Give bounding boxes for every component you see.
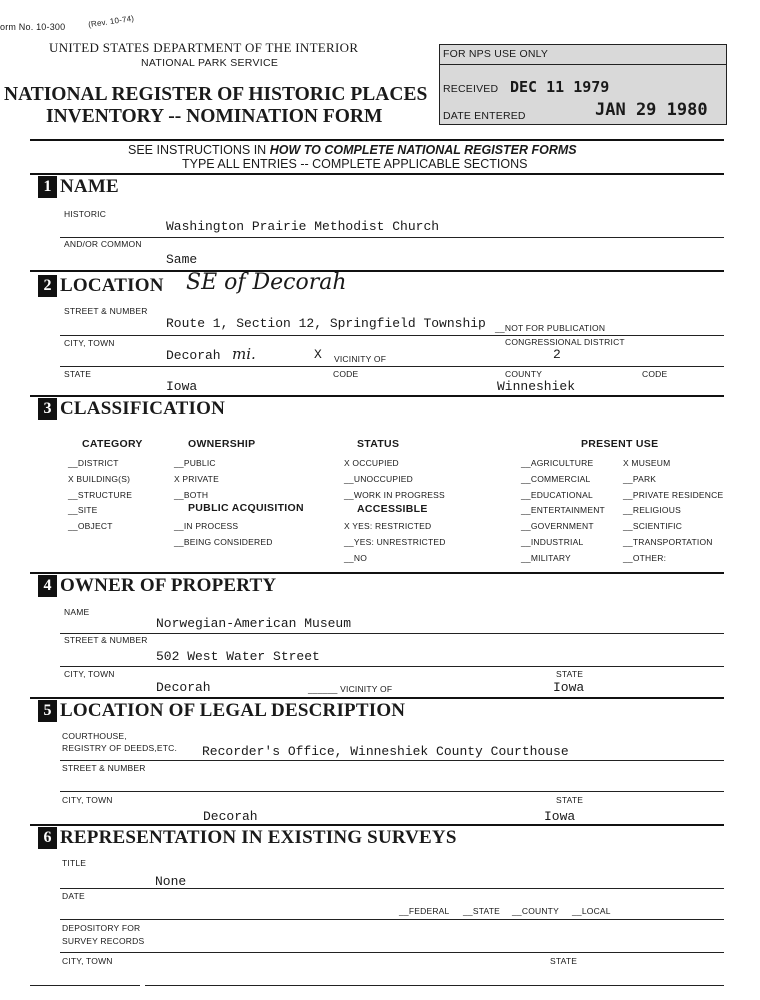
section-4-number: 4	[38, 575, 57, 597]
survey-county[interactable]: __COUNTY	[512, 906, 559, 916]
department-name: UNITED STATES DEPARTMENT OF THE INTERIOR	[49, 40, 359, 55]
not-for-publication: __NOT FOR PUBLICATION	[495, 323, 606, 333]
legal-state-label: STATE	[556, 795, 584, 805]
congressional-district[interactable]: 2	[553, 347, 561, 362]
service-name: NATIONAL PARK SERVICE	[141, 57, 279, 69]
present-use-list-2	[623, 456, 723, 567]
historic-name[interactable]: Washington Prairie Methodist Church	[166, 219, 440, 234]
section-1-title: NAME	[60, 176, 119, 197]
owner-vicinity: ______ VICINITY OF	[308, 684, 393, 694]
present-use-list-1	[521, 456, 605, 567]
present-use-option[interactable]: __TRANSPORTATION	[623, 536, 713, 547]
acquisition-list	[174, 519, 273, 551]
received-stamp: DEC 11 1979	[510, 78, 610, 96]
present-use-option[interactable]: X MUSEUM	[623, 458, 671, 468]
section-4-header	[38, 575, 276, 597]
courthouse-label-2: REGISTRY OF DEEDS,ETC.	[62, 743, 178, 753]
depository-label-1: DEPOSITORY FOR	[62, 923, 141, 933]
legal-city-label: CITY, TOWN	[62, 795, 113, 805]
legal-state[interactable]: Iowa	[544, 809, 576, 824]
city-handwritten: mi.	[232, 345, 256, 363]
accessible-list	[344, 519, 446, 566]
present-use-option[interactable]: __PARK	[623, 473, 657, 484]
city[interactable]: Decorah	[166, 348, 221, 363]
section-2-header	[38, 275, 164, 297]
instructions-line-2: TYPE ALL ENTRIES -- COMPLETE APPLICABLE SECTIONS	[182, 157, 528, 171]
owner-state[interactable]: Iowa	[553, 680, 585, 695]
section-3-header	[38, 398, 225, 420]
form-number: orm No. 10-300	[0, 22, 66, 32]
vicinity-mark[interactable]: X	[314, 347, 322, 362]
ownership-option[interactable]: X PRIVATE	[174, 473, 219, 484]
form-title-line-2: INVENTORY -- NOMINATION FORM	[46, 106, 383, 127]
nps-use-only-box	[439, 44, 727, 125]
status-list	[344, 456, 445, 503]
city-town-label: CITY, TOWN	[64, 338, 115, 348]
code-label: CODE	[333, 369, 359, 379]
survey-federal[interactable]: __FEDERAL	[399, 906, 450, 916]
section-6-number: 6	[38, 827, 57, 849]
state[interactable]: Iowa	[166, 379, 198, 394]
owner-state-label: STATE	[556, 669, 584, 679]
status-option[interactable]: __WORK IN PROGRESS	[344, 489, 445, 500]
form-title-line-1: NATIONAL REGISTER OF HISTORIC PLACES	[4, 84, 428, 105]
street-address[interactable]: Route 1, Section 12, Springfield Township	[166, 316, 486, 331]
category-option[interactable]: __STRUCTURE	[68, 489, 133, 500]
ownership-option[interactable]: __PUBLIC	[174, 458, 216, 468]
vicinity-label: VICINITY OF	[334, 354, 387, 364]
owner-name[interactable]: Norwegian-American Museum	[156, 616, 352, 631]
common-name[interactable]: Same	[166, 252, 198, 267]
section-6-title: REPRESENTATION IN EXISTING SURVEYS	[60, 827, 457, 848]
survey-local[interactable]: __LOCAL	[572, 906, 611, 916]
section-6-header	[38, 827, 457, 849]
owner-city-label: CITY, TOWN	[64, 669, 115, 679]
status-option[interactable]: __UNOCCUPIED	[344, 473, 413, 484]
depository-state-label: STATE	[550, 956, 578, 966]
received-label: RECEIVED	[443, 83, 499, 95]
present-use-option[interactable]: __MILITARY	[521, 552, 571, 563]
present-use-option[interactable]: __ENTERTAINMENT	[521, 505, 605, 516]
present-use-option[interactable]: __AGRICULTURE	[521, 458, 594, 468]
historic-label: HISTORIC	[64, 209, 107, 219]
category-list	[68, 456, 132, 535]
accessible-heading: ACCESSIBLE	[357, 503, 428, 515]
section-5-header	[38, 700, 405, 722]
accessible-option[interactable]: __NO	[344, 552, 368, 563]
congressional-district-label: CONGRESSIONAL DISTRICT	[505, 337, 625, 347]
present-use-option[interactable]: __COMMERCIAL	[521, 473, 591, 484]
survey-title[interactable]: None	[155, 874, 187, 889]
category-option[interactable]: __DISTRICT	[68, 458, 119, 468]
date-entered-label: DATE ENTERED	[443, 110, 526, 122]
instructions-line-1: SEE INSTRUCTIONS IN HOW TO COMPLETE NATIONAL REGISTER FORMS	[128, 143, 577, 157]
status-option[interactable]: X OCCUPIED	[344, 458, 399, 468]
category-heading: CATEGORY	[82, 438, 143, 450]
section-1-number: 1	[38, 176, 57, 198]
section-3-title: CLASSIFICATION	[60, 398, 226, 419]
section-1-header	[38, 176, 119, 198]
legal-street-label: STREET & NUMBER	[62, 763, 146, 773]
owner-street-label: STREET & NUMBER	[64, 635, 148, 645]
section-4-title: OWNER OF PROPERTY	[60, 575, 277, 596]
category-option[interactable]: __OBJECT	[68, 521, 113, 532]
courthouse-label-1: COURTHOUSE,	[62, 731, 127, 741]
present-use-option[interactable]: __PRIVATE RESIDENCE	[623, 489, 724, 500]
code-label-2: CODE	[642, 369, 668, 379]
category-option[interactable]: X BUILDING(S)	[68, 473, 131, 484]
accessible-option[interactable]: X YES: RESTRICTED	[344, 521, 432, 531]
status-heading: STATUS	[357, 438, 400, 450]
present-use-option[interactable]: __EDUCATIONAL	[521, 489, 593, 500]
common-name-label: AND/OR COMMON	[64, 239, 142, 249]
handwritten-annotation: SE of Decorah	[186, 270, 347, 295]
present-use-option[interactable]: __OTHER:	[623, 552, 667, 563]
present-use-heading: PRESENT USE	[581, 438, 659, 450]
ownership-list	[174, 456, 219, 503]
date-entered-stamp: JAN 29 1980	[595, 100, 708, 120]
nps-box-label: FOR NPS USE ONLY	[443, 48, 549, 60]
present-use-option[interactable]: __GOVERNMENT	[521, 521, 594, 532]
acquisition-option[interactable]: __IN PROCESS	[174, 521, 239, 531]
owner-name-label: NAME	[64, 607, 90, 617]
accessible-option[interactable]: __YES: UNRESTRICTED	[344, 536, 446, 547]
present-use-option[interactable]: __INDUSTRIAL	[521, 536, 584, 547]
present-use-option[interactable]: __SCIENTIFIC	[623, 521, 683, 532]
county-label: COUNTY	[505, 369, 543, 379]
courthouse-value[interactable]: Recorder's Office, Winneshiek County Courthouse	[202, 744, 569, 759]
category-option[interactable]: __SITE	[68, 505, 98, 516]
street-number-label: STREET & NUMBER	[64, 306, 148, 316]
county[interactable]: Winneshiek	[497, 379, 576, 394]
form-revision: (Rev. 10-74)	[87, 13, 135, 30]
survey-title-label: TITLE	[62, 858, 87, 868]
depository-label-2: SURVEY RECORDS	[62, 936, 145, 946]
section-5-title: LOCATION OF LEGAL DESCRIPTION	[60, 700, 406, 721]
legal-city[interactable]: Decorah	[203, 809, 258, 824]
depository-city-label: CITY, TOWN	[62, 956, 113, 966]
section-2-number: 2	[38, 275, 57, 297]
survey-state[interactable]: __STATE	[463, 906, 500, 916]
section-2-title: LOCATION	[60, 275, 164, 296]
section-5-number: 5	[38, 700, 57, 722]
owner-city[interactable]: Decorah	[156, 680, 211, 695]
state-label: STATE	[64, 369, 92, 379]
ownership-heading: OWNERSHIP	[188, 438, 256, 450]
present-use-option[interactable]: __RELIGIOUS	[623, 505, 681, 516]
owner-street[interactable]: 502 West Water Street	[156, 649, 320, 664]
section-3-number: 3	[38, 398, 57, 420]
survey-date-label: DATE	[62, 891, 85, 901]
ownership-option[interactable]: __BOTH	[174, 489, 209, 500]
public-acquisition-heading: PUBLIC ACQUISITION	[188, 502, 304, 514]
acquisition-option[interactable]: __BEING CONSIDERED	[174, 536, 273, 547]
